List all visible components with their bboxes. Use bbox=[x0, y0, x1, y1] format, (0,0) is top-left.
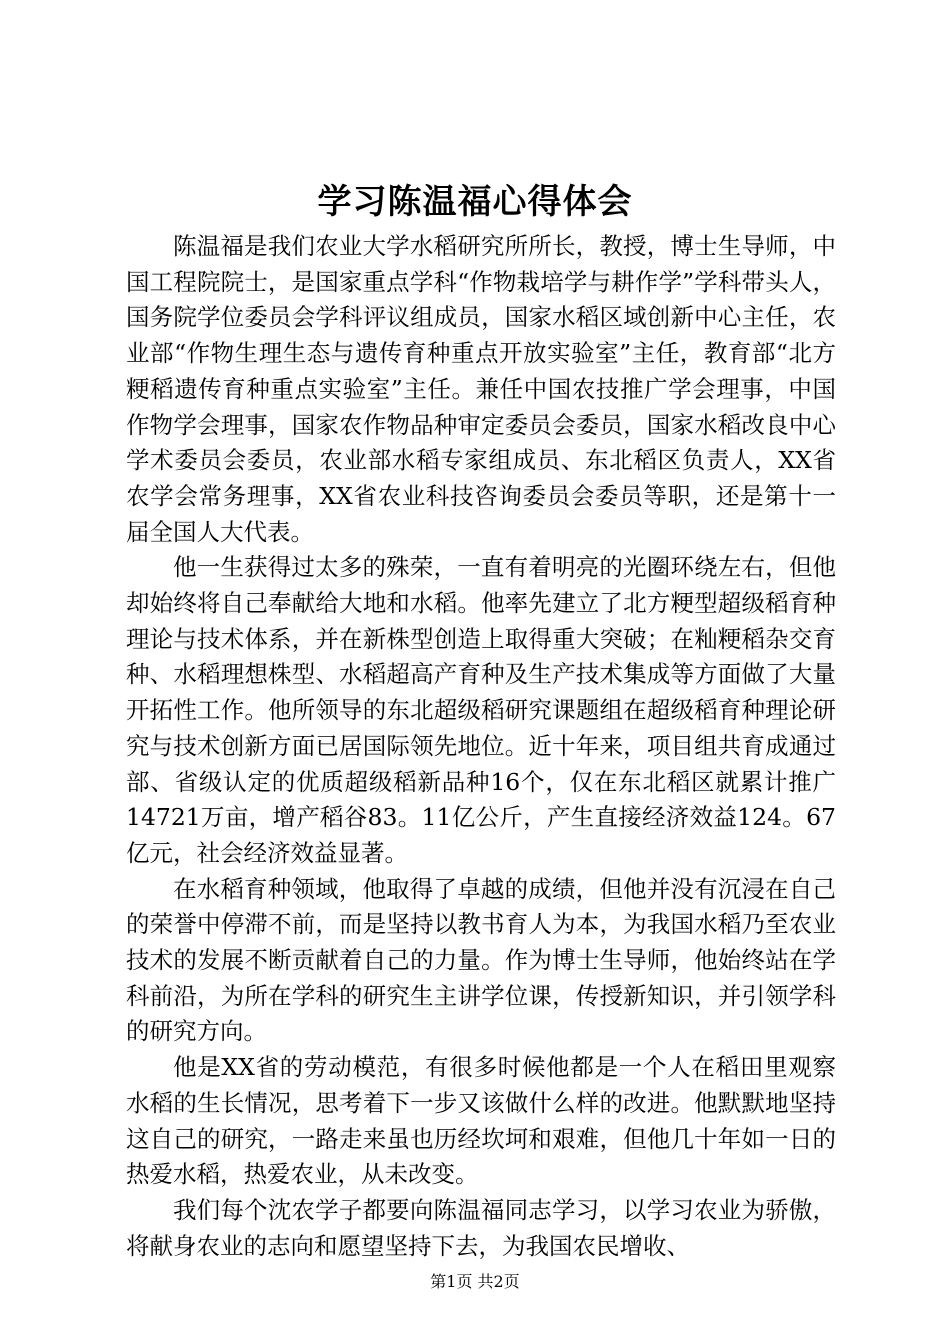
paragraph: 他是XX省的劳动模范，有很多时候他都是一个人在稻田里观察水稻的生长情况，思考着下一步又该做什么样的改进。他默默地坚持这自己的研究，一路走来虽也历经坎坷和艰难，但他几十年如一日的热爱水稻，热爱农业，从未改变。 bbox=[126, 1053, 836, 1189]
page-footer bbox=[0, 1271, 950, 1293]
paragraph: 我们每个沈农学子都要向陈温福同志学习，以学习农业为骄傲，将献身农业的志向和愿望坚持下去，为我国农民增收、 bbox=[126, 1195, 836, 1260]
document-title: 学习陈温福心得体会 bbox=[317, 182, 633, 222]
paragraph: 他一生获得过太多的殊荣，一直有着明亮的光圈环绕左右，但他却始终将自己奉献给大地和水稻。他率先建立了北方粳型超级稻育种理论与技术体系，并在新株型创造上取得重大突破；在籼粳稻杂交育种、水稻理想株型、水稻超高产育种及生产技术集成等方面做了大量开拓性工作。他所领导的东北超级稻研究课题组在超级稻育种理论研究与技术创新方面已居国际领先地位。近十年来，项目组共育成通过部、省级认定的优质超级稻新品种16个，仅在东北稻区就累计推广14721万亩，增产稻谷83。11亿公斤，产生直接经济效益124。67亿元，社会经济效益显著。 bbox=[126, 553, 836, 867]
paragraph: 在水稻育种领域，他取得了卓越的成绩，但他并没有沉浸在自己的荣誉中停滞不前，而是坚持以教书育人为本，为我国水稻乃至农业技术的发展不断贡献着自己的力量。作为博士生导师，他始终站在学科前沿，为所在学科的研究生主讲学位课，传授新知识，并引领学科的研究方向。 bbox=[126, 874, 836, 1046]
page-number: 第1页 共2页 bbox=[430, 1272, 520, 1291]
document-body bbox=[126, 229, 836, 1264]
paragraph: 陈温福是我们农业大学水稻研究所所长，教授，博士生导师，中国工程院院士，是国家重点学科“作物栽培学与耕作学”学科带头人，国务院学位委员会学科评议组成员，国家水稻区域创新中心主任，农业部“作物生理生态与遗传育种重点开放实验室”主任，教育部“北方粳稻遗传育种重点实验室”主任。兼任中国农技推广学会理事，中国作物学会理事，国家农作物品种审定委员会委员，国家水稻改良中心学术委员会委员，农业部水稻专家组成员、东北稻区负责人，XX省农学会常务理事，XX省农业科技咨询委员会委员等职，还是第十一届全国人大代表。 bbox=[126, 232, 836, 546]
